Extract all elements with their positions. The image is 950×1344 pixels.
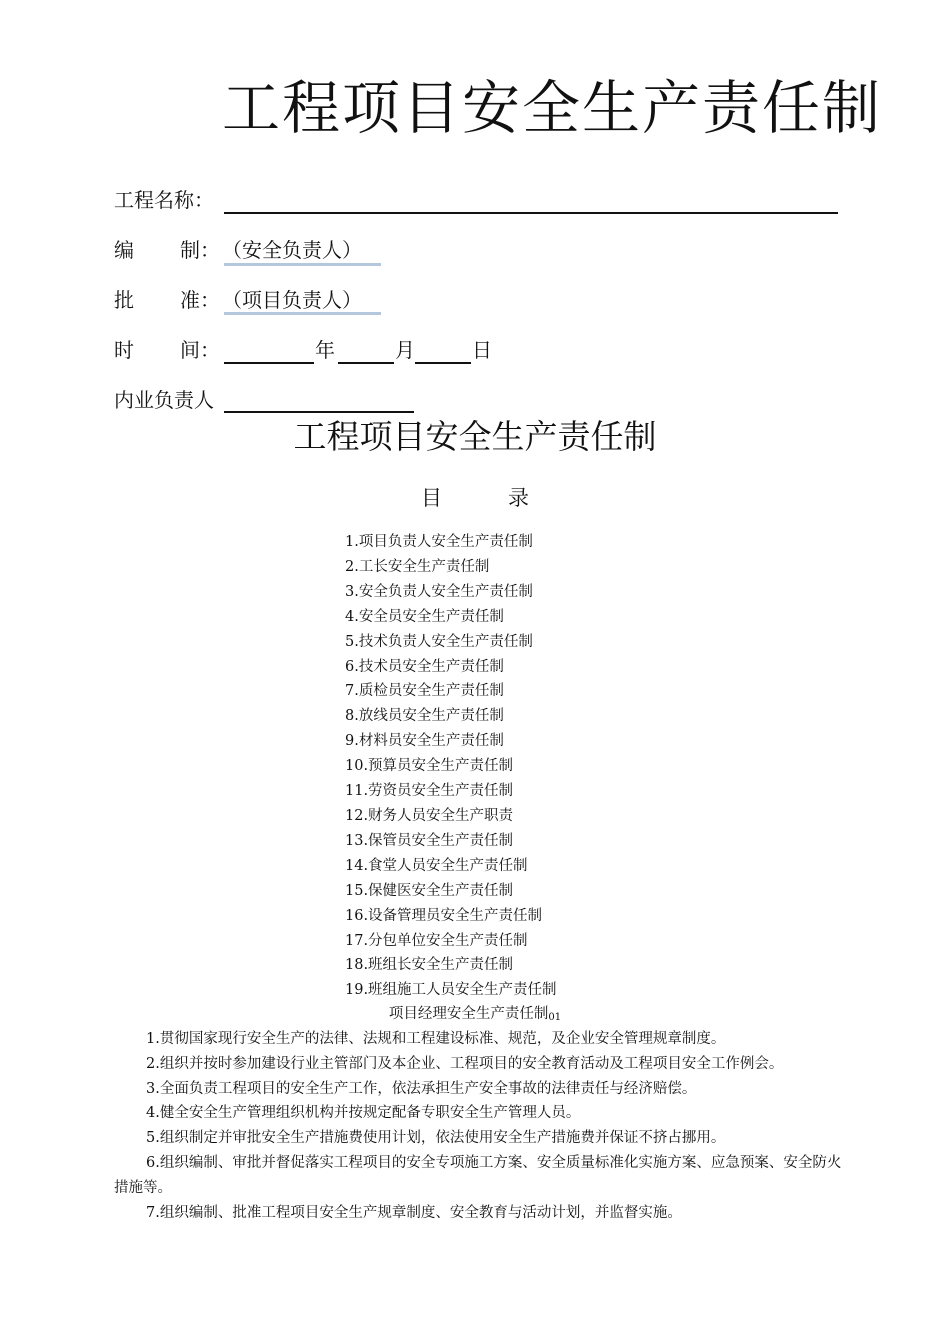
toc-item: 17.分包单位安全生产责任制 xyxy=(345,932,528,949)
approve-label-a: 批 xyxy=(114,288,134,312)
toc-item: 2.工长安全生产责任制 xyxy=(345,558,490,575)
toc-item: 14.食堂人员安全生产责任制 xyxy=(345,857,528,874)
section-title xyxy=(0,1003,950,1029)
table-of-contents xyxy=(345,530,557,1003)
time-label-b: 间： xyxy=(180,338,220,362)
month-underline xyxy=(338,362,394,364)
time-label-a: 时 xyxy=(114,338,134,362)
cover-title: 工程项目安全生产责任制 xyxy=(222,74,883,142)
toc-item: 9.材料员安全生产责任制 xyxy=(345,733,504,750)
section-title-text: 项目经理安全生产责任制 xyxy=(388,1006,549,1022)
toc-item: 7.质检员安全生产责任制 xyxy=(345,683,504,700)
toc-item: 18.班组长安全生产责任制 xyxy=(345,957,514,974)
responsibility-paragraph: 6.组织编制、审批并督促落实工程项目的安全专项施工方案、安全质量标准化实施方案、应急预案、安全防火措施等。 xyxy=(114,1155,842,1196)
day-label: 日 xyxy=(472,338,492,362)
year-label: 年 xyxy=(315,338,335,362)
responsibility-paragraph: 1.贯彻国家现行安全生产的法律、法规和工程建设标准、规范，及企业安全管理规章制度。 xyxy=(146,1031,726,1047)
toc-item: 12.财务人员安全生产职责 xyxy=(345,807,514,824)
compile-label-b: 制： xyxy=(180,238,220,262)
toc-item: 6.技术员安全生产责任制 xyxy=(345,658,504,675)
section-title-number: 01 xyxy=(548,1012,562,1023)
toc-item: 19.班组施工人员安全生产责任制 xyxy=(345,982,557,999)
responsibility-paragraph: 3.全面负责工程项目的安全生产工作，依法承担生产安全事故的法律责任与经济赔偿。 xyxy=(146,1081,697,1097)
toc-item: 16.设备管理员安全生产责任制 xyxy=(345,907,543,924)
internal-manager-label: 内业负责人 xyxy=(114,388,214,412)
toc-item: 4.安全员安全生产责任制 xyxy=(345,608,504,625)
responsibility-paragraph: 7.组织编制、批准工程项目安全生产规章制度、安全教育与活动计划，并监督实施。 xyxy=(146,1205,682,1221)
toc-item: 10.预算员安全生产责任制 xyxy=(345,758,514,775)
year-underline xyxy=(224,362,314,364)
toc-item: 15.保健医安全生产责任制 xyxy=(345,882,514,899)
approve-underline xyxy=(224,312,381,315)
approve-value: （项目负责人） xyxy=(222,288,362,312)
responsibility-paragraph: 2.组织并按时参加建设行业主管部门及本企业、工程项目的安全教育活动及工程项目安全工作例会。 xyxy=(146,1056,784,1072)
toc-item: 3.安全负责人安全生产责任制 xyxy=(345,583,533,600)
internal-manager-underline xyxy=(224,411,414,413)
responsibility-paragraph: 5.组织制定并审批安全生产措施费使用计划，依法使用安全生产措施费并保证不挤占挪用。 xyxy=(146,1130,726,1146)
approve-label-b: 准： xyxy=(180,288,220,312)
toc-heading-lu: 录 xyxy=(508,486,529,510)
responsibility-paragraph: 4.健全安全生产管理组织机构并按规定配备专职安全生产管理人员。 xyxy=(146,1105,581,1121)
project-name-underline xyxy=(224,212,838,214)
month-label: 月 xyxy=(395,338,415,362)
compile-label-a: 编 xyxy=(114,238,134,262)
compile-value: （安全负责人） xyxy=(222,238,362,262)
toc-item: 5.技术负责人安全生产责任制 xyxy=(345,633,533,650)
toc-item: 13.保管员安全生产责任制 xyxy=(345,832,514,849)
compile-underline xyxy=(224,263,381,266)
toc-item: 8.放线员安全生产责任制 xyxy=(345,708,504,725)
toc-heading-mu: 目 xyxy=(421,486,442,510)
project-name-label: 工程名称： xyxy=(114,188,214,212)
toc-item: 11.劳资员安全生产责任制 xyxy=(345,783,514,800)
document-title: 工程项目安全生产责任制 xyxy=(293,417,657,456)
toc-item: 1.项目负责人安全生产责任制 xyxy=(345,534,533,550)
day-underline xyxy=(415,362,471,364)
